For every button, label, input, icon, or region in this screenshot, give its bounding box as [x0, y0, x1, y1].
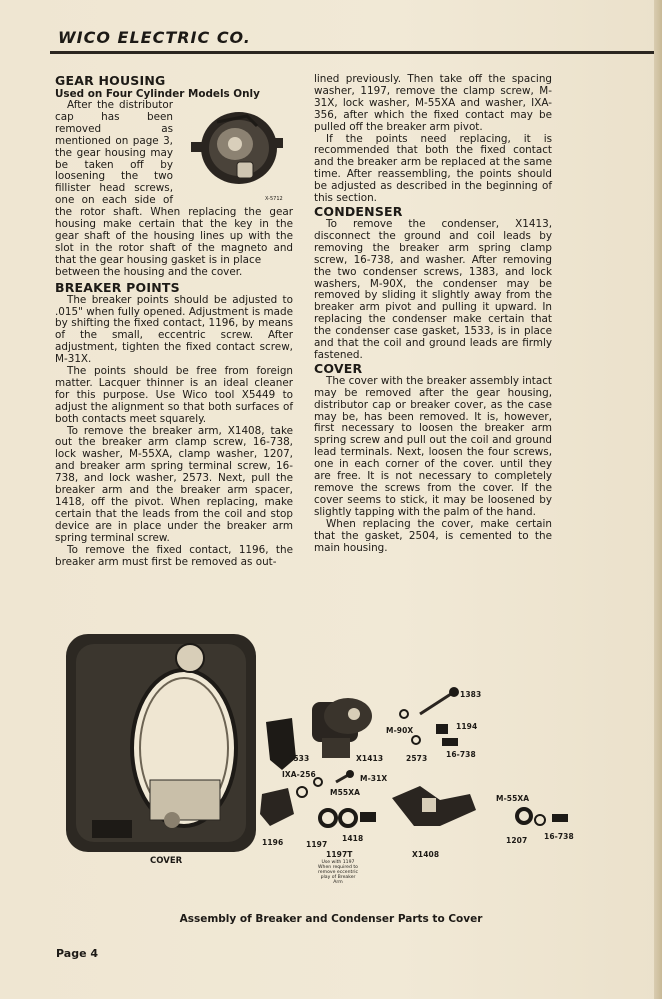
- label-16-738-a: 16-738: [446, 750, 476, 759]
- part-1673a: [442, 738, 458, 746]
- breaker-points-heading: BREAKER POINTS: [55, 279, 180, 295]
- screw-1383-part: [420, 687, 459, 714]
- gear-housing-paragraph-end: between the housing and the cover.: [55, 265, 243, 278]
- label-x1413: X1413: [356, 754, 384, 763]
- cover-paragraph-1: The cover with the breaker assembly intact may be removed after the gear housing, distributor cap or breaker cover, as the case may be, has been removed. It is, however, first necessary to loosen the breaker arm spring screw and pull out the coil and ground lead terminals. Next, loosen the four screws, one in each corner of the cover. until they are free. It is not necessary to completely remove the screws from the cover. If the cover seems to stick, it may be loosened by slightly tapping with the palm of the hand.: [314, 374, 552, 518]
- right-column: [314, 74, 552, 554]
- washer-m55xa-part: [314, 778, 322, 786]
- parts-figure: [0, 630, 662, 885]
- gear-housing-illustration: [177, 102, 295, 202]
- label-1197: 1197: [306, 840, 328, 849]
- recommend-paragraph: If the points need replacing, it is recommended that both the fixed contact and the breaker arm be replaced at the same time. After reassembling, the points should be adjusted as described in the beginning of this section.: [314, 132, 552, 205]
- label-m90x: M-90X: [386, 726, 414, 735]
- page-number: Page 4: [56, 947, 99, 960]
- cover-part: [66, 634, 256, 852]
- breaker-arm-x1408-part: [392, 786, 476, 826]
- label-x1408: X1408: [412, 850, 440, 859]
- breaker-points-paragraph-2: The points should be free from foreign matter. Lacquer thinner is an ideal cleaner for this purpose. Use Wico tool X5449 to adjust the alignment so that both surfaces of both contacts meet squarely.: [55, 365, 293, 425]
- label-ixa256: IXA-256: [282, 770, 316, 779]
- washer-m55xa-right-part: [517, 809, 531, 823]
- label-m31x: M-31X: [360, 774, 388, 783]
- condenser-part: [312, 698, 372, 758]
- breaker-points-paragraph-1: The breaker points should be adjusted to .015" when fully opened. Adjustment is made by shifting the fixed contact, 1196, by means of the small, eccentric screw. After adjustment, tighten the fixed contact screw, M-31X.: [55, 293, 293, 366]
- washer-m90x-part: [400, 710, 408, 718]
- left-column: [55, 74, 293, 568]
- label-cover: COVER: [150, 856, 183, 866]
- label-1533: 1533: [288, 754, 310, 763]
- label-m55xa-left: M55XA: [330, 788, 360, 797]
- part-1194: [436, 724, 448, 734]
- label-1383: 1383: [460, 690, 482, 699]
- label-1207: 1207: [506, 836, 528, 845]
- label-2573: 2573: [406, 754, 428, 763]
- condenser-heading: CONDENSER: [314, 203, 403, 219]
- label-1196: 1196: [262, 838, 284, 847]
- figure-caption: Assembly of Breaker and Condenser Parts to Cover: [179, 913, 483, 925]
- condenser-paragraph: To remove the condenser, X1413, disconnect the ground and coil leads by removing the breaker arm spring clamp screw, 16-738, and washer. After removing the two condenser screws, 1383, and lock washers, M-90X, the condenser may be removed by sliding it slightly away from the breaker arm pivot and pulling it upward. In replacing the condenser make certain that the condenser case gasket, 1533, is in place and that the coil and ground leads are firmly fastened.: [314, 217, 552, 361]
- fixed-contact-1196-part: [260, 788, 294, 826]
- washer-2573-part: [412, 736, 420, 744]
- header-rule: [50, 51, 654, 54]
- gear-housing-heading: GEAR HOUSING: [55, 73, 166, 88]
- label-m55xa-right: M-55XA: [496, 794, 530, 803]
- washer-1207-part: [535, 815, 545, 825]
- gear-housing-figure: [177, 102, 295, 202]
- label-16-738-b: 16-738: [544, 832, 574, 841]
- label-usage-note: Use with 1197 When required to remove eccentric play of Breaker Arm: [318, 860, 359, 885]
- gear-housing-paragraph: After the distributor cap has been removed as mentioned on page 3, the gear housing may be taken off by loosening the two fillister head screws, one on each side of the rotor shaft. When replacing the gear housing make certain that the key in the gear shaft of the housing lines up with the slot in the rotor shaft of the magneto and that the gear housing gasket is in place: [55, 99, 293, 266]
- label-1194: 1194: [456, 722, 478, 731]
- label-1197t: 1197T: [326, 850, 353, 859]
- washer-1197-part: [297, 787, 307, 797]
- breaker-points-paragraph-3: To remove the breaker arm, X1408, take out the breaker arm clamp screw, 16-738, lock washer, M-55XA, clamp washer, 1207, and breaker arm spring terminal screw, 16-738, and lock washer, 2573. Next, pull the breaker arm and the breaker arm spacer, 1418, off the pivot. When replacing, make certain that the leads from the coil and stop device are in place under the breaker arm spring terminal screw.: [55, 424, 293, 544]
- page-header: WICO ELECTRIC CO.: [58, 28, 251, 47]
- screw-m31x-part: [336, 770, 354, 782]
- parts-illustration: [0, 630, 662, 880]
- gear-housing-subheading: Used on Four Cylinder Models Only: [55, 88, 260, 100]
- figure-id-label: X-5712: [265, 196, 283, 202]
- spacer-1418-part: [320, 810, 376, 826]
- cover-heading: COVER: [314, 360, 363, 376]
- screw-1673b-part: [552, 814, 568, 822]
- label-1418: 1418: [342, 834, 364, 843]
- breaker-points-paragraph-4: To remove the fixed contact, 1196, the breaker arm must first be removed as out-: [55, 543, 293, 568]
- cover-paragraph-2: When replacing the cover, make certain that the gasket, 2504, is cemented to the main housing.: [314, 517, 552, 554]
- continued-paragraph: lined previously. Then take off the spacing washer, 1197, remove the clamp screw, M-31X, lock washer, M-55XA and washer, IXA-356, after which the fixed contact may be pulled off the breaker arm pivot.: [314, 73, 552, 133]
